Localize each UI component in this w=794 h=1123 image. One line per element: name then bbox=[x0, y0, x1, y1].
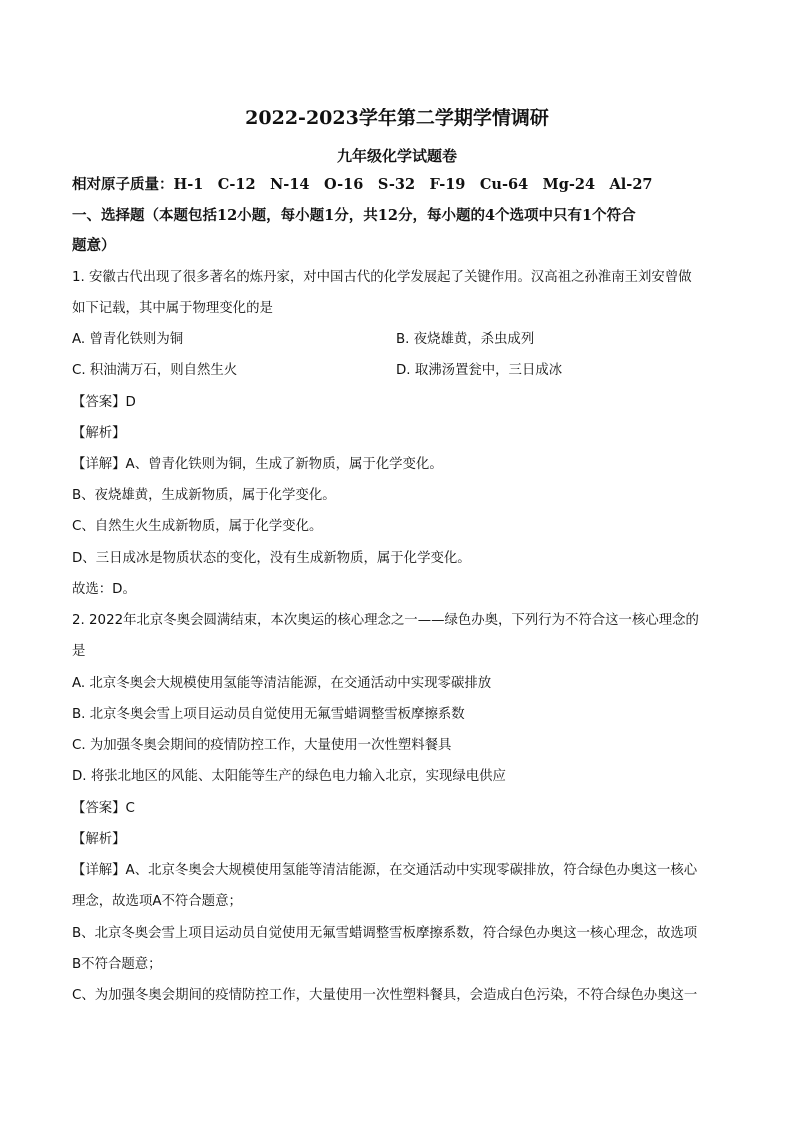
q1-detail-c: C、自然生火生成新物质，属于化学变化。 bbox=[72, 519, 323, 534]
q2-detail-b-line1: B、北京冬奥会雪上项目运动员自觉使用无氟雪蜡调整雪板摩擦系数，符合绿色办奥这一核心理念，故选项 bbox=[72, 926, 698, 941]
q2-detail-b-line2: B不符合题意； bbox=[72, 957, 162, 972]
page-subtitle: 九年级化学试题卷 bbox=[336, 147, 457, 165]
q1-option-c: C. 积油满万石，则自然生火 bbox=[72, 363, 238, 378]
q2-option-c: C. 为加强冬奥会期间的疫情防控工作，大量使用一次性塑料餐具 bbox=[72, 738, 452, 753]
q1-conclusion: 故选：D。 bbox=[72, 582, 136, 597]
page-title: 2022-2023学年第二学期学情调研 bbox=[245, 108, 549, 128]
q1-option-b: B. 夜烧雄黄，杀虫成列 bbox=[396, 332, 535, 347]
q1-detail-b: B、夜烧雄黄，生成新物质，属于化学变化。 bbox=[72, 488, 336, 503]
section-heading: 一、选择题（本题包括12小题，每小题1分，共12分，每小题的4个选项中只有1个符合 bbox=[72, 207, 636, 224]
section-heading-cont: 题意） bbox=[72, 237, 116, 254]
q2-detail-c-line1: C、为加强冬奥会期间的疫情防控工作，大量使用一次性塑料餐具，会造成白色污染，不符合绿色办奥这一 bbox=[72, 988, 698, 1003]
q1-answer: 【答案】D bbox=[72, 395, 136, 410]
q2-option-d: D. 将张北地区的风能、太阳能等生产的绿色电力输入北京，实现绿电供应 bbox=[72, 769, 506, 784]
q2-detail-a-line2: 理念，故选项A不符合题意； bbox=[72, 894, 242, 909]
q2-stem-line1: 2. 2022年北京冬奥会圆满结束，本次奥运的核心理念之一——绿色办奥，下列行为不符合这一核心理念的 bbox=[72, 613, 699, 628]
q1-analysis-label: 【解析】 bbox=[72, 426, 126, 441]
q2-option-b: B. 北京冬奥会雪上项目运动员自觉使用无氟雪蜡调整雪板摩擦系数 bbox=[72, 707, 465, 722]
q2-answer: 【答案】C bbox=[72, 801, 135, 816]
q1-option-d: D. 取沸汤置瓮中，三日成冰 bbox=[396, 363, 563, 378]
q1-option-a: A. 曾青化铁则为铜 bbox=[72, 332, 184, 347]
q1-detail-d: D、三日成冰是物质状态的变化，没有生成新物质，属于化学变化。 bbox=[72, 551, 471, 566]
q2-stem-line2: 是 bbox=[72, 644, 86, 659]
q1-stem-line1: 1. 安徽古代出现了很多著名的炼丹家，对中国古代的化学发展起了关键作用。汉高祖之孙淮南王刘安曾做 bbox=[72, 270, 692, 285]
q2-option-a: A. 北京冬奥会大规模使用氢能等清洁能源，在交通活动中实现零碳排放 bbox=[72, 676, 492, 691]
atomic-masses: 相对原子质量：H-1 C-12 N-14 O-16 S-32 F-19 Cu-64 Mg-24 Al-27 bbox=[72, 176, 653, 193]
q2-analysis-label: 【解析】 bbox=[72, 832, 126, 847]
q1-stem-line2: 如下记载，其中属于物理变化的是 bbox=[72, 301, 273, 316]
q1-detail-a: 【详解】A、曾青化铁则为铜，生成了新物质，属于化学变化。 bbox=[72, 457, 443, 472]
q2-detail-a-line1: 【详解】A、北京冬奥会大规模使用氢能等清洁能源，在交通活动中实现零碳排放，符合绿色办奥这一核心 bbox=[72, 863, 698, 878]
